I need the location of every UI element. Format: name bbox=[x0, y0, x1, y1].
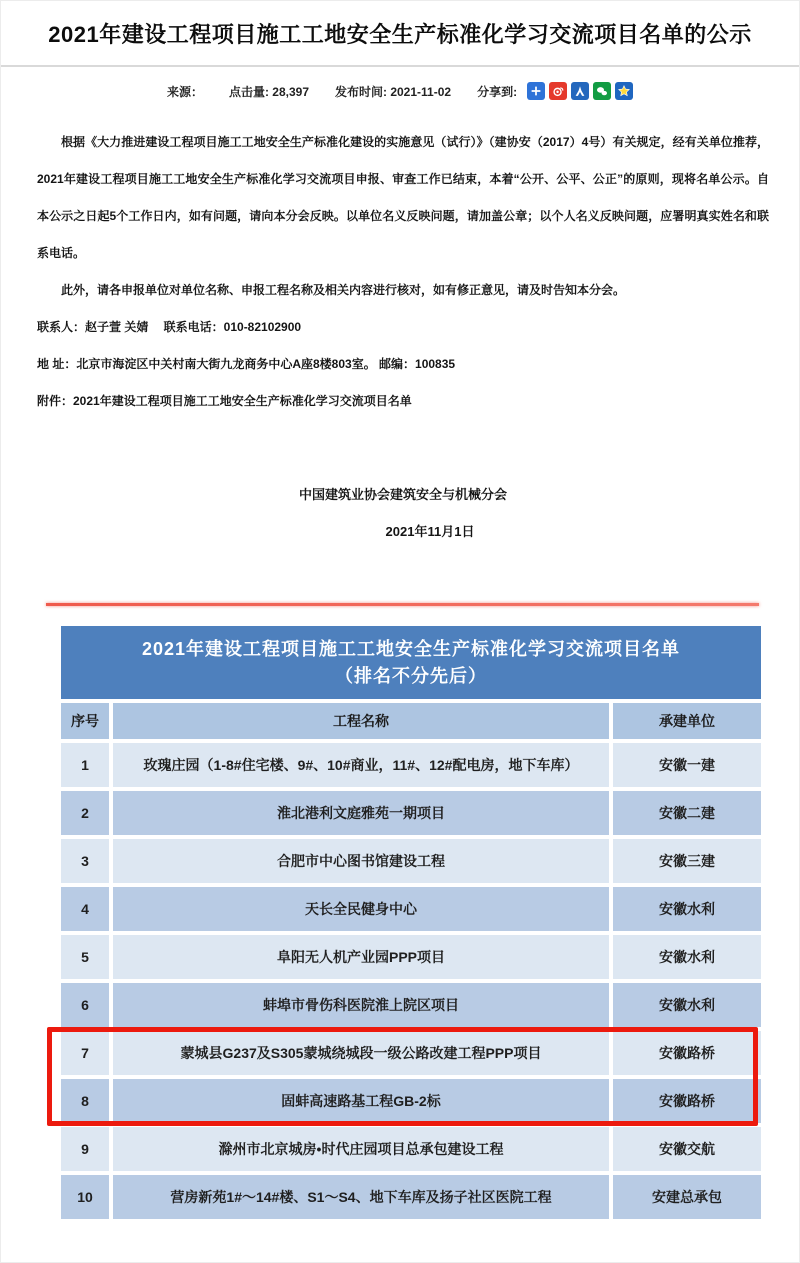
table-banner-line2: （排名不分先后） bbox=[335, 665, 487, 686]
row-project-name: 玫瑰庄园（1-8#住宅楼、9#、10#商业，11#、12#配电房，地下车库） bbox=[113, 743, 609, 787]
row-project-name: 阜阳无人机产业园PPP项目 bbox=[113, 935, 609, 979]
renren-icon[interactable] bbox=[571, 82, 589, 100]
row-project-name: 营房新苑1#～14#楼、S1～S4、地下车库及扬子社区医院工程 bbox=[113, 1175, 609, 1219]
row-project-name: 淮北港利文庭雅苑一期项目 bbox=[113, 791, 609, 835]
row-seq: 1 bbox=[61, 743, 109, 787]
row-seq: 2 bbox=[61, 791, 109, 835]
table-row bbox=[61, 983, 761, 1027]
row-project-name: 天长全民健身中心 bbox=[113, 887, 609, 931]
table-row bbox=[61, 935, 761, 979]
organization-name: 中国建筑业协会建筑安全与机械分会 bbox=[298, 487, 507, 502]
column-header-seq: 序号 bbox=[61, 703, 109, 739]
project-table bbox=[61, 626, 761, 1219]
share-more-icon[interactable] bbox=[527, 82, 545, 100]
row-project-name: 固蚌高速路基工程GB-2标 bbox=[113, 1079, 609, 1123]
row-company: 安徽三建 bbox=[613, 839, 761, 883]
column-header-name: 工程名称 bbox=[113, 703, 609, 739]
row-seq: 10 bbox=[61, 1175, 109, 1219]
source-label: 来源： bbox=[166, 84, 203, 99]
paragraph-1: 根据《大力推进建设工程项目施工工地安全生产标准化建设的实施意见（试行）》（建协安（2017）4号）有关规定，经有关单位推荐，2021年建设工程项目施工工地安全生产标准化学习交流项目申报、审查工作已结束，本着“公开、公平、公正”的原则，现将名单公示。自本公示之日起5个工作日内，如有问题，请向本分会反映。以单位名义反映问题，请加盖公章；以个人名义反映问题，应署明真实姓名和联系电话。 bbox=[37, 135, 769, 260]
row-company: 安徽交航 bbox=[613, 1127, 761, 1171]
row-seq: 4 bbox=[61, 887, 109, 931]
share-group bbox=[477, 82, 633, 100]
wechat-icon[interactable] bbox=[593, 82, 611, 100]
contact-line: 联系人：赵子萱 关婧 联系电话：010-82102900 bbox=[37, 320, 302, 334]
row-project-name: 蒙城县G237及S305蒙城绕城段一级公路改建工程PPP项目 bbox=[113, 1031, 609, 1075]
row-company: 安徽路桥 bbox=[613, 1079, 761, 1123]
table-banner-line1: 2021年建设工程项目施工工地安全生产标准化学习交流项目名单 bbox=[141, 638, 681, 659]
page-title: 2021年建设工程项目施工工地安全生产标准化学习交流项目名单的公示 bbox=[48, 22, 752, 47]
share-icons bbox=[527, 82, 633, 100]
attachment-line: 附件：2021年建设工程项目施工工地安全生产标准化学习交流项目名单 bbox=[37, 394, 412, 408]
row-seq: 7 bbox=[61, 1031, 109, 1075]
table-row-highlighted bbox=[61, 1079, 761, 1123]
column-header-company: 承建单位 bbox=[613, 703, 761, 739]
publish-date-label: 发布时间: 2021-11-02 bbox=[335, 84, 452, 99]
table-row bbox=[61, 791, 761, 835]
row-company: 安徽水利 bbox=[613, 935, 761, 979]
table-row bbox=[61, 887, 761, 931]
article-body bbox=[1, 124, 799, 550]
table-row bbox=[61, 743, 761, 787]
row-seq: 3 bbox=[61, 839, 109, 883]
row-company: 安建总承包 bbox=[613, 1175, 761, 1219]
table-row-highlighted bbox=[61, 1031, 761, 1075]
qzone-star-icon[interactable] bbox=[615, 82, 633, 100]
table-header-row bbox=[61, 703, 761, 739]
views-label: 点击量: 28,397 bbox=[228, 84, 309, 99]
row-company: 安徽二建 bbox=[613, 791, 761, 835]
paragraph-2: 此外，请各申报单位对单位名称、申报工程名称及相关内容进行核对，如有修正意见，请及时告知本分会。 bbox=[61, 283, 626, 297]
table-banner bbox=[61, 626, 761, 699]
table-row bbox=[61, 1175, 761, 1219]
row-project-name: 蚌埠市骨伤科医院淮上院区项目 bbox=[113, 983, 609, 1027]
row-project-name: 滁州市北京城房•时代庄园项目总承包建设工程 bbox=[113, 1127, 609, 1171]
row-company: 安徽水利 bbox=[613, 887, 761, 931]
row-seq: 8 bbox=[61, 1079, 109, 1123]
weibo-icon[interactable] bbox=[549, 82, 567, 100]
share-label: 分享到: bbox=[477, 84, 518, 99]
row-project-name: 合肥市中心图书馆建设工程 bbox=[113, 839, 609, 883]
row-seq: 9 bbox=[61, 1127, 109, 1171]
title-divider bbox=[1, 65, 799, 67]
row-company: 安徽水利 bbox=[613, 983, 761, 1027]
red-divider-line bbox=[46, 603, 759, 606]
row-seq: 5 bbox=[61, 935, 109, 979]
row-company: 安徽一建 bbox=[613, 743, 761, 787]
row-seq: 6 bbox=[61, 983, 109, 1027]
meta-row bbox=[1, 82, 799, 100]
table-row bbox=[61, 839, 761, 883]
table-row bbox=[61, 1127, 761, 1171]
address-line: 地 址：北京市海淀区中关村南大街九龙商务中心A座8楼803室。 邮编：100835 bbox=[37, 357, 456, 371]
document-date: 2021年11月1日 bbox=[385, 524, 475, 539]
row-company: 安徽路桥 bbox=[613, 1031, 761, 1075]
